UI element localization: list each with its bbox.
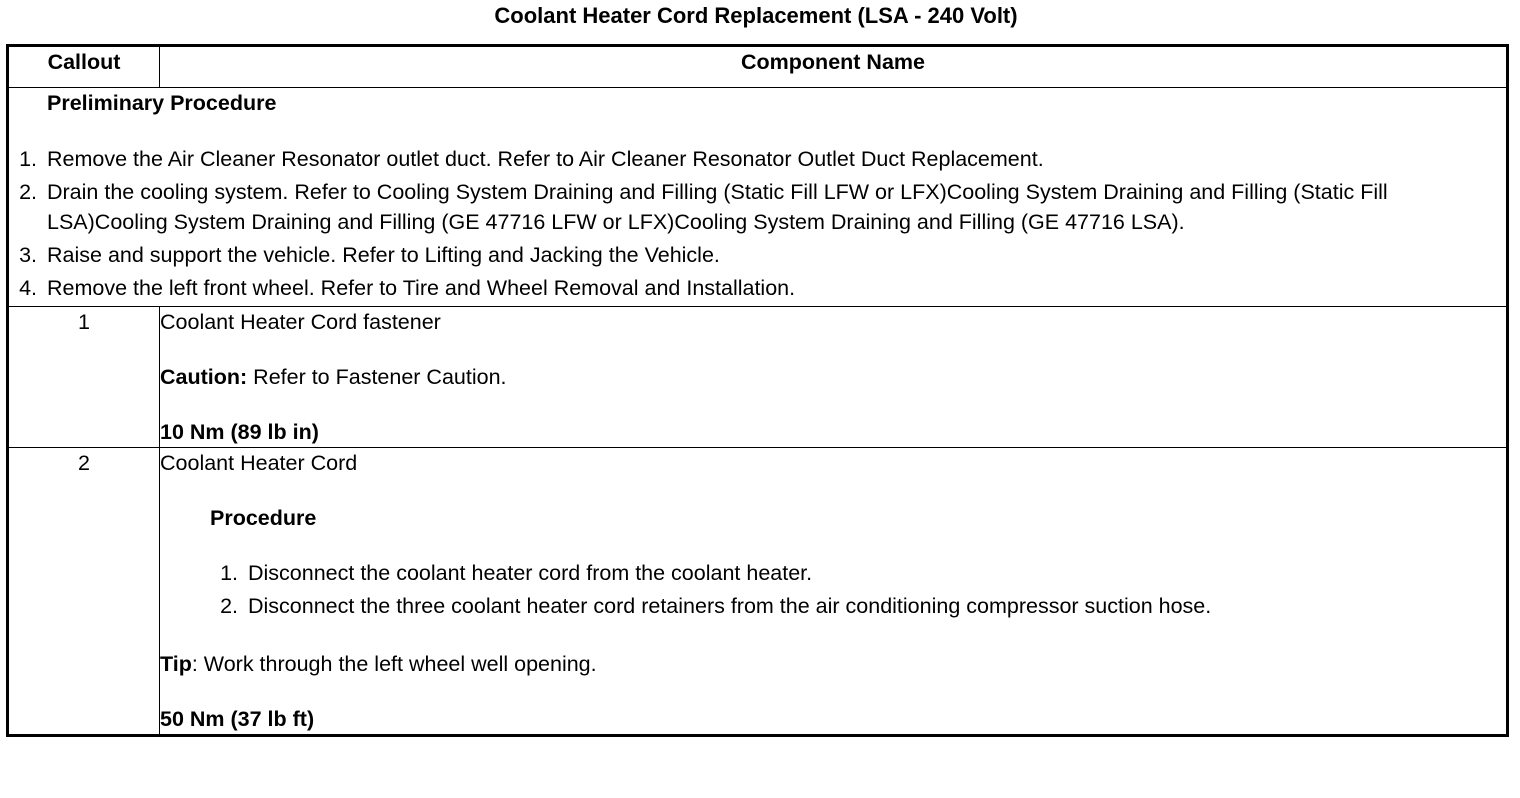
table-row xyxy=(8,307,1508,448)
torque-spec: 10 Nm (89 lb in) xyxy=(160,420,319,444)
step-number: 1. xyxy=(220,561,238,585)
component-name: Coolant Heater Cord xyxy=(160,451,358,475)
procedure-steps xyxy=(210,558,1506,621)
table-row xyxy=(8,448,1508,736)
step-number: 3. xyxy=(19,243,37,267)
component-cell xyxy=(160,448,1508,736)
procedure-block xyxy=(210,503,1506,621)
preliminary-step xyxy=(9,273,1506,303)
step-text: Remove the left front wheel. Refer to Tire and Wheel Removal and Installation. xyxy=(47,276,796,300)
caution-text: Refer to Fastener Caution. xyxy=(247,365,507,389)
step-text: Disconnect the three coolant heater cord retainers from the air conditioning compressor suction hose. xyxy=(248,594,1212,618)
preliminary-row xyxy=(8,88,1508,307)
tip-note xyxy=(160,649,1506,679)
header-row xyxy=(8,46,1508,88)
component-name-header: Component Name xyxy=(160,46,1508,88)
procedure-step xyxy=(210,558,1506,588)
caution-label: Caution: xyxy=(160,365,248,389)
step-text: Drain the cooling system. Refer to Cooling System Draining and Filling (Static Fill LFW or LFX)Cooling System Draining and Filling (Static Fill LSA)Cooling System Draining and Filling (GE 47716 LFW or LFX)Cooling System Draining and Filling (GE 47716 LSA). xyxy=(47,180,1388,234)
step-number: 4. xyxy=(19,276,37,300)
component-cell xyxy=(160,307,1508,448)
step-number: 1. xyxy=(19,147,37,171)
tip-text: : Work through the left wheel well opening. xyxy=(191,652,597,676)
torque-spec: 50 Nm (37 lb ft) xyxy=(160,707,315,731)
callout-number: 1 xyxy=(8,307,160,448)
procedure-heading: Procedure xyxy=(210,506,317,530)
caution-note xyxy=(160,362,1506,392)
preliminary-cell xyxy=(8,88,1508,307)
step-text: Raise and support the vehicle. Refer to Lifting and Jacking the Vehicle. xyxy=(47,243,720,267)
preliminary-step xyxy=(9,144,1506,174)
callout-number: 2 xyxy=(8,448,160,736)
preliminary-steps xyxy=(9,144,1506,303)
component-name: Coolant Heater Cord fastener xyxy=(160,310,441,334)
preliminary-step xyxy=(9,240,1506,270)
step-text: Disconnect the coolant heater cord from the coolant heater. xyxy=(248,561,813,585)
document-title: Coolant Heater Cord Replacement (LSA - 240 Volt) xyxy=(494,3,1018,28)
tip-label: Tip xyxy=(160,652,192,676)
step-number: 2. xyxy=(220,594,238,618)
step-number: 2. xyxy=(19,180,37,204)
callout-header: Callout xyxy=(8,46,160,88)
preliminary-heading: Preliminary Procedure xyxy=(47,91,277,115)
preliminary-step xyxy=(9,177,1506,237)
procedure-step xyxy=(210,591,1506,621)
step-text: Remove the Air Cleaner Resonator outlet duct. Refer to Air Cleaner Resonator Outlet Duct Replacement. xyxy=(47,147,1044,171)
procedure-table xyxy=(6,44,1509,737)
